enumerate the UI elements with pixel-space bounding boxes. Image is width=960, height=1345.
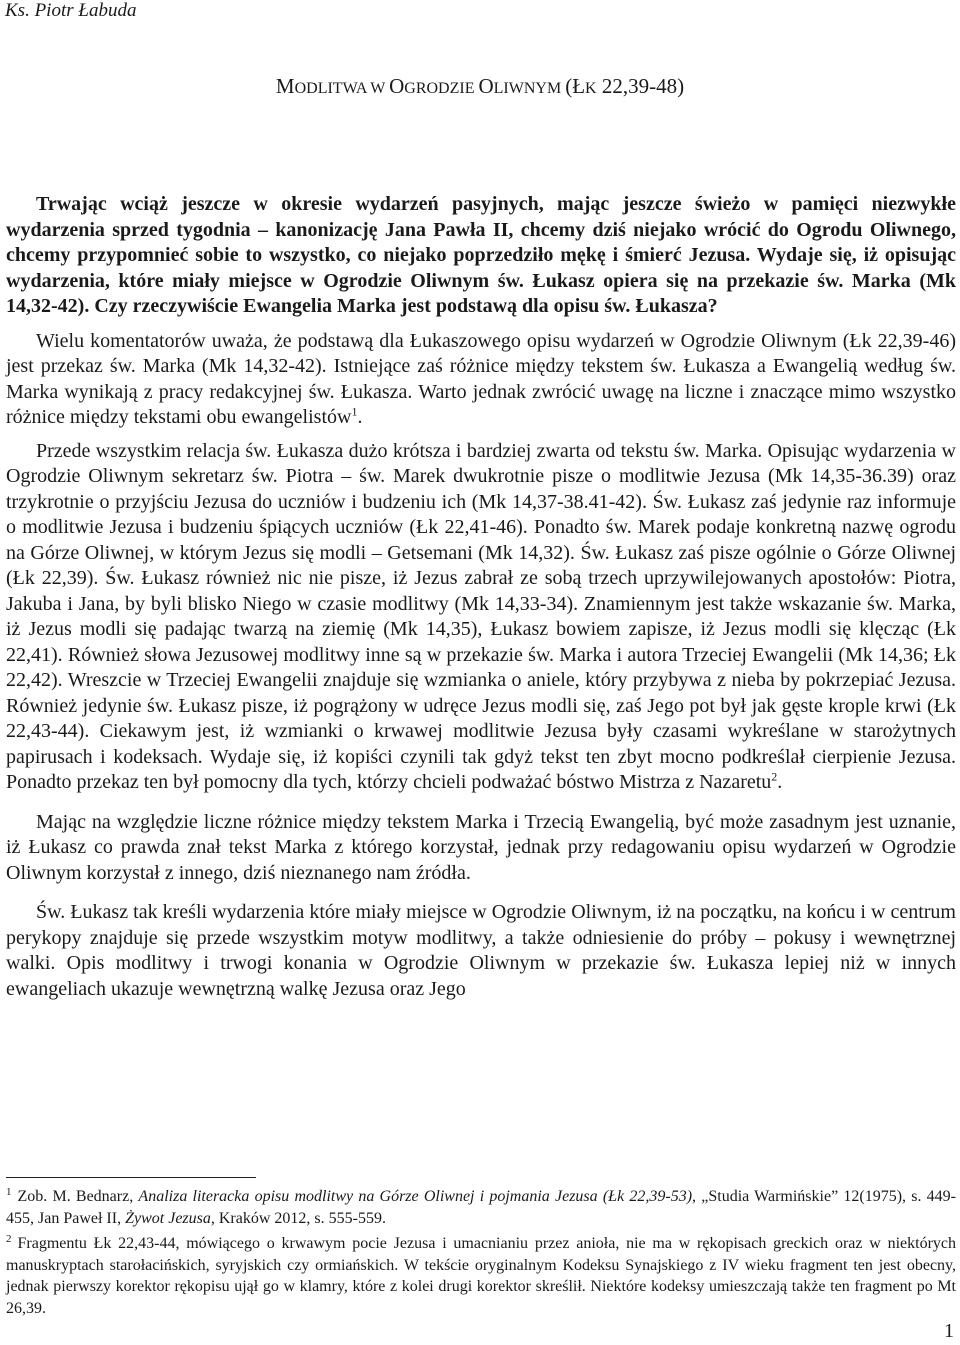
lead-paragraph: Trwając wciąż jeszcze w okresie wydarzeń pasyjnych, mając jeszcze świeżo w pamięci niezwykłe wydarzenia sprzed tygodnia – kanonizację Jana Pawła II, chcemy dziś niejako wrócić do Ogrodu Oliwnego, chcemy przypomnieć sobie to wszystko, co niejako poprzedziło mękę i śmierć Jezusa. Wydaje się, iż opisując wydarzenia, które miały miejsce w Ogrodzie Oliwnym św. Łukasz opiera się na przekazie św. Marka (Mk 14,32-42). Czy rzeczywiście Ewangelia Marka jest podstawą dla opisu św. Łukasza? [6, 193, 956, 317]
footnote-ref-2[interactable]: 2 [771, 769, 778, 784]
paragraph-1-text: Wielu komentatorów uważa, że podstawą dla Łukaszowego opisu wydarzeń w Ogrodzie Oliwnym (Łk 22,39-46) jest przekaz św. Marka (Mk 14,32-42). Istniejące zaś różnice między tekstem św. Łukasza a Ewangelią według św. Marka wynikają z pracy redakcyjnej św. Łukasza. Warto jednak zwrócić uwagę na liczne i znaczące mimo wszystko różnice między tekstami obu ewangelistów [6, 329, 956, 428]
paragraph-2-text: Przede wszystkim relacja św. Łukasza dużo krótsza i bardziej zwarta od tekstu św. Marka. Opisując wydarzenia w Ogrodzie Oliwnym sekretarz św. Piotra – św. Marek dwukrotnie pisze o modlitwie Jezusa (Mk 14,35-36.39) oraz trzykrotnie o przyjściu Jezusa do uczniów i budzeniu ich (Mk 14,37-38.41-42). Św. Łukasz zaś jedynie raz informuje o modlitwie Jezusa i budzeniu śpiących uczniów (Łk 22,41-46). Ponadto św. Marek podaje konkretną nazwę ogrodu na Górze Oliwnej, w którym Jezus się modli – Getsemani (Mk 14,32). Św. Łukasz zaś pisze ogólnie o Górze Oliwnej (Łk 22,39). Św. Łukasz również nic nie pisze, iż Jezus zabrał ze sobą trzech uprzywilejowanych apostołów: Piotra, Jakuba i Jana, by byli blisko Niego w czasie modlitwy (Mk 14,33-34). Znamiennym jest także wskazanie św. Marka, iż Jezus modli się padając twarzą na ziemię (Mk 14,35), Łukasz bowiem zapisze, iż Jezus modli się klęcząc (Łk 22,41). Również słowa Jezusowej modlitwy inne są w przekazie św. Marka i autora Trzeciej Ewangelii (Mk 14,36; Łk 22,42). Wreszcie w Trzeciej Ewangelii znajduje się wzmianka o aniele, który przybywa z nieba by pokrzepiać Jezusa. Również jedynie św. Łukasz pisze, iż pogrążony w udręce Jezus modli się, zaś Jego pot był jak gęste krople krwi (Łk 22,43-44). Ciekawym jest, iż wzmianki o krwawej modlitwie Jezusa były czasami wykreślane w starożytnych papirusach i kodeksach. Wydaje się, iż kopiści czynili tak gdyż tekst ten zbyt mocno podkreślał cierpienie Jezusa. Ponadto przekaz ten był pomocny dla tych, którzy chcieli podważać bóstwo Mistrza z Nazaretu [6, 439, 956, 793]
paragraph-2-end: . [777, 771, 783, 793]
footnote-2-number: 2 [6, 1232, 12, 1245]
footnote-1-text-b: , „Studia Warmińskie” 12(1975), s. 449-455, Jan Paweł II, [6, 1188, 956, 1227]
footnote-1 [6, 1186, 956, 1229]
footnote-1-text-c: , Kraków 2012, s. 555-559. [210, 1209, 386, 1227]
title-cap-m: M [275, 74, 295, 98]
title-ref-open: (Ł [565, 74, 586, 98]
title-word-oliwnym: LIWNYM [493, 80, 566, 97]
paragraph-1 [6, 329, 956, 431]
footnote-1-number: 1 [6, 1185, 12, 1198]
article-body [6, 192, 956, 1010]
title-ref-k: K [585, 80, 597, 97]
footnote-2 [6, 1233, 956, 1319]
footnote-1-text-a: Zob. M. Bednarz, [17, 1188, 139, 1205]
title-ref-rest: 22,39-48) [596, 74, 685, 98]
footnote-2-text: Fragmentu Łk 22,43-44, mówiącego o krwawym pocie Jezusa i umacnianiu przez anioła, nie ma w rękopisach greckich oraz w niektórych manuskryptach starołacińskich, syryjskich czy ormiańskich. W tekście oryginalnym Kodeksu Synajskiego z IV wieku fragment ten jest obecny, jednak pierwszy korektor rękopisu ujął go w klamry, które z kolei drugi korektor skreślił. Niektóre kodeksy umieszczają także ten fragment po Mt 26,39. [6, 1235, 956, 1317]
paragraph-2 [6, 439, 956, 796]
footnote-divider [6, 1177, 256, 1178]
title-cap-o2: O [478, 74, 494, 98]
footnote-1-title-1: Analiza literacka opisu modlitwy na Górze Oliwnej i pojmania Jezusa (Łk 22,39-53) [138, 1188, 693, 1205]
title-word-modlitwa: ODLITWA W [294, 80, 390, 97]
footnotes-section [6, 1186, 956, 1319]
title-word-ogrodzie: GRODZIE [404, 80, 479, 97]
page-title [0, 73, 960, 102]
paragraph-4: Św. Łukasz tak kreśli wydarzenia które miały miejsce w Ogrodzie Oliwnym, iż na początku, na końcu i w centrum perykopy znajduje się przede wszystkim motyw modlitwy, a także odniesienie do próby – pokusy i wewnętrznej walki. Opis modlitwy i trwogi konania w Ogrodzie Oliwnym w przekazie św. Łukasza lepiej niż w innych ewangeliach ukazuje wewnętrzną walkę Jezusa oraz Jego [6, 901, 956, 1000]
paragraph-3: Mając na względzie liczne różnice między tekstem Marka i Trzecią Ewangelią, być może zasadnym jest uznanie, iż Łukasz co prawda znał tekst Marka z którego korzystał, jednak przy redagowaniu opisu wydarzeń w Ogrodzie Oliwnym korzystał z innego, dziś nieznanego nam źródła. [6, 810, 956, 884]
paragraph-1-end: . [357, 406, 363, 428]
title-cap-o: O [389, 74, 405, 98]
footnote-1-title-2: Żywot Jezusa [125, 1209, 211, 1227]
page-number: 1 [944, 1320, 954, 1342]
author-name: Ks. Piotr Łabuda [5, 0, 137, 21]
footnote-ref-1[interactable]: 1 [351, 404, 358, 419]
